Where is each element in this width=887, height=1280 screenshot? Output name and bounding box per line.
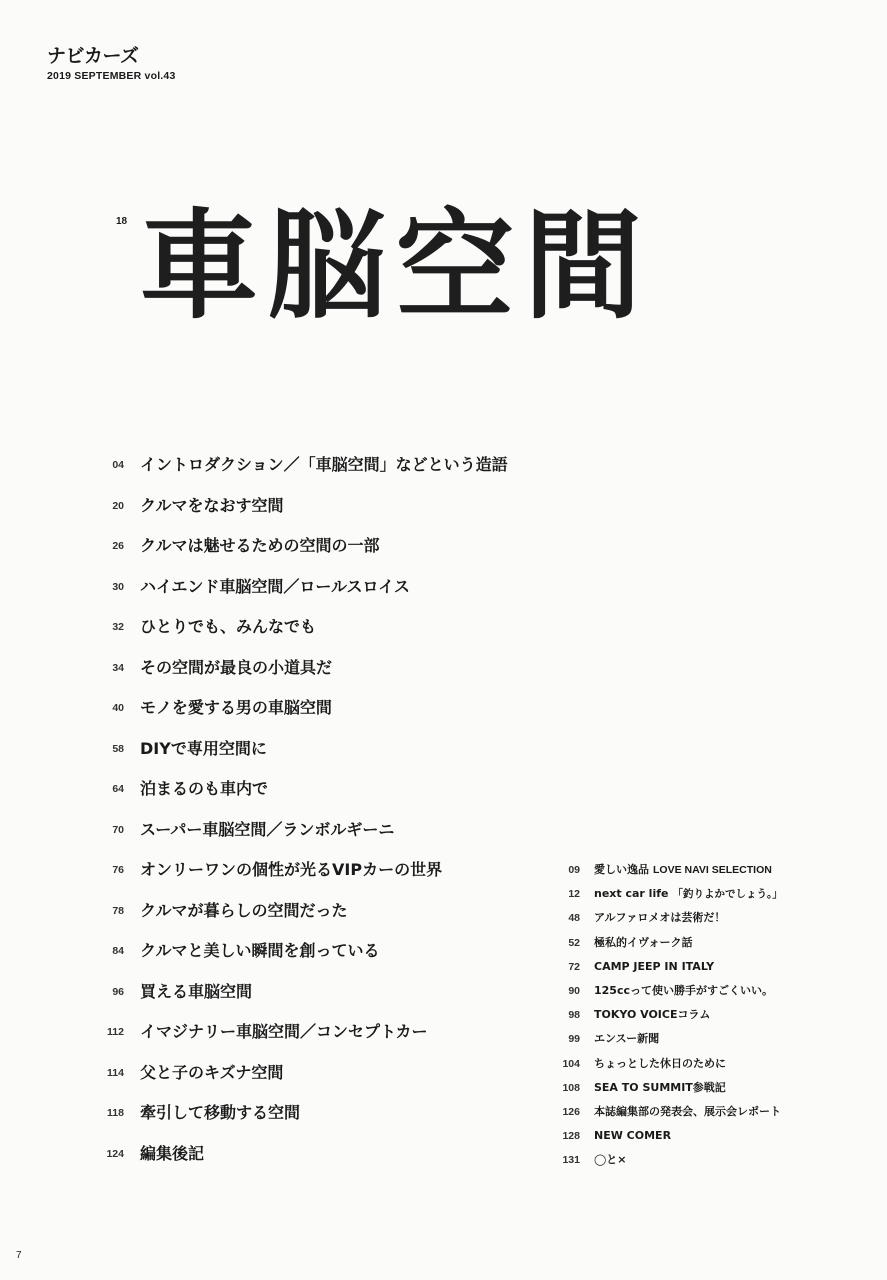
side-toc-title-main: エンスー新聞 [594,1032,660,1046]
side-toc-title [594,1029,659,1049]
side-toc-title-main: ちょっとした休日のために [594,1056,726,1070]
magazine-logo: ナビカーズ [47,45,139,67]
side-toc-item[interactable] [0,1029,887,1049]
toc-title: 買える車脳空間 [140,981,253,1001]
side-toc-title [594,1102,781,1122]
side-toc-page-number: 126 [562,1106,580,1118]
side-toc-title [594,1126,671,1146]
side-toc-page-number: 128 [562,1130,580,1143]
toc-title: クルマをなおす空間 [140,495,284,515]
side-toc-page-number: 72 [568,960,580,973]
side-toc-title-main: 本誌編集部の発表会、展示会レポート [594,1105,781,1118]
feature-page-number: 18 [116,216,128,227]
side-toc-item[interactable] [0,908,887,928]
side-toc-page-number: 104 [562,1057,580,1070]
toc-item[interactable] [0,817,560,843]
toc-title: その空間が最良の小道具だ [140,657,333,677]
side-toc-page-number: 48 [568,912,580,925]
toc-page-number: 34 [112,661,124,674]
toc-item[interactable] [0,614,560,640]
toc-item[interactable] [0,736,560,762]
toc-title: イントロダクション／「車脳空間」などという造語 [140,455,508,474]
toc-item[interactable] [0,695,560,721]
toc-page-number: 30 [112,580,124,593]
toc-item[interactable] [0,776,560,802]
toc-title: クルマと美しい瞬間を創っている [140,941,380,960]
toc-page-number: 84 [112,945,124,957]
side-toc-title [594,908,725,928]
side-toc-item[interactable] [0,1005,887,1025]
side-toc-item[interactable] [0,1126,887,1146]
issue-label: 2019 SEPTEMBER vol.43 [47,70,176,82]
side-toc-title [594,1150,627,1170]
side-toc-item[interactable] [0,957,887,977]
side-toc-title-main: TOKYO VOICEコラム [594,1008,711,1022]
side-toc-item[interactable] [0,860,887,880]
toc-title: クルマが暮らしの空間だった [140,900,348,920]
side-toc-title [594,884,783,904]
side-toc-item[interactable] [0,981,887,1001]
toc-title: モノを愛する男の車脳空間 [140,698,332,717]
toc-item[interactable] [0,655,560,681]
side-toc-title-main: 極私的イヴォーク話 [594,935,693,949]
side-toc-item[interactable] [0,933,887,953]
side-toc-title [594,957,714,977]
side-toc-title [594,1054,726,1074]
side-toc-title-main: SEA TO SUMMIT参戦記 [594,1080,726,1094]
side-toc-title [594,933,693,953]
side-toc-title-main: ◯と× [594,1153,627,1167]
toc-page-number: 70 [112,823,124,836]
side-toc-page-number: 98 [568,1009,580,1022]
toc-title: スーパー車脳空間／ランボルギーニ [140,819,395,839]
side-toc-title-main: 125ccって使い勝手がすごくいい。 [594,984,774,997]
side-toc-page-number: 12 [568,888,580,901]
side-toc-title [594,981,773,1001]
side-toc-page-number: 09 [568,864,580,876]
toc-page-number: 114 [107,1066,124,1079]
toc-title: ひとりでも、みんなでも [140,617,317,636]
side-toc-page-number: 52 [568,936,580,949]
side-toc-title-main: 愛しい逸品 [594,863,649,876]
toc-item[interactable] [0,452,560,478]
toc-title: DIYで専用空間に [140,738,267,758]
side-toc-item[interactable] [0,884,887,904]
toc-title: オンリーワンの個性が光るVIPカーの世界 [140,860,443,879]
toc-title: イマジナリー車脳空間／コンセプトカー [140,1022,428,1041]
toc-page-number: 118 [107,1107,124,1119]
side-toc-item[interactable] [0,1054,887,1074]
toc-item[interactable] [0,533,560,559]
side-toc-title [594,1005,710,1025]
side-toc-title-main: next car life [594,887,669,901]
side-toc-page-number: 90 [568,985,580,997]
toc-page-number: 124 [106,1147,124,1160]
side-toc-page-number: 131 [562,1154,580,1167]
toc-page-number: 112 [107,1026,124,1038]
toc-page-number: 64 [112,783,124,795]
toc-page-number: 04 [112,459,124,471]
side-toc-title [594,1078,726,1098]
side-toc-title-main: NEW COMER [594,1129,672,1143]
toc-page-number: 58 [112,742,124,755]
side-toc-item[interactable] [0,1078,887,1098]
side-toc-title-main: アルファロメオは芸術だ！ [594,911,726,925]
feature-title: 車脳空間 [140,197,653,335]
toc-page-number: 20 [112,499,124,512]
side-toc-title-main: CAMP JEEP IN ITALY [594,959,715,973]
toc-page-number: 32 [112,621,124,633]
toc-title: 牽引して移動する空間 [140,1103,301,1122]
toc-item[interactable] [0,574,560,600]
toc-page-number: 96 [112,985,124,998]
toc-page-number: 40 [112,702,124,714]
toc-page-number: 78 [112,904,124,917]
toc-title: 父と子のキズナ空間 [140,1062,284,1082]
toc-page-number: 76 [112,864,124,876]
toc-page-number: 26 [112,540,124,552]
toc-title: 編集後記 [140,1143,205,1163]
side-toc-title [594,860,772,880]
toc-title: ハイエンド車脳空間／ロールスロイス [140,576,410,596]
side-toc-subtitle: LOVE NAVI SELECTION [653,864,772,876]
toc-title: 泊まるのも車内で [140,779,269,798]
side-toc-page-number: 99 [568,1033,580,1046]
toc-title: クルマは魅せるための空間の一部 [140,536,380,555]
side-toc-item[interactable] [0,1147,887,1170]
page-folio: 7 [16,1250,22,1261]
toc-item[interactable] [0,493,560,519]
side-toc-page-number: 108 [562,1081,580,1094]
side-toc-subtitle: 「釣りよかでしょう。」 [672,888,783,901]
side-toc-item[interactable] [0,1102,887,1122]
